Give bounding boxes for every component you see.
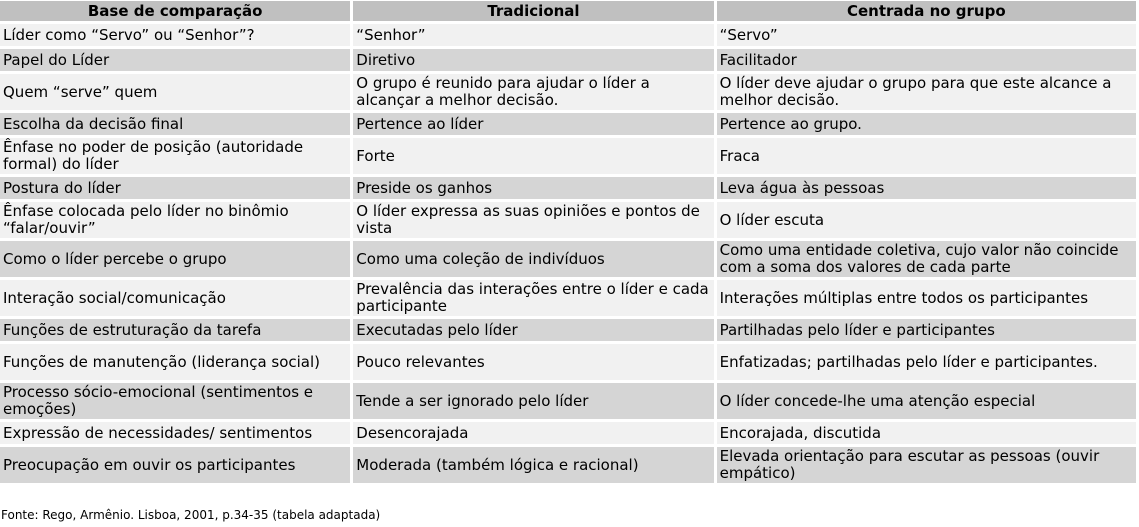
cell-base: Interação social/comunicação: [0, 280, 350, 316]
cell-centrada: O líder escuta: [717, 202, 1136, 238]
cell-centrada: Interações múltiplas entre todos os participantes: [717, 280, 1136, 316]
table-row: [0, 24, 1136, 46]
cell-tradicional: Desencorajada: [353, 422, 713, 444]
cell-tradicional: O líder expressa as suas opiniões e pontos de vista: [353, 202, 713, 238]
cell-tradicional: Prevalência das interações entre o líder e cada participante: [353, 280, 713, 316]
cell-base: Funções de manutenção (liderança social): [0, 344, 350, 380]
cell-centrada: Partilhadas pelo líder e participantes: [717, 319, 1136, 341]
cell-tradicional: Preside os ganhos: [353, 177, 713, 199]
cell-tradicional: Executadas pelo líder: [353, 319, 713, 341]
cell-base: Postura do líder: [0, 177, 350, 199]
cell-base: Quem “serve” quem: [0, 74, 350, 110]
cell-tradicional: “Senhor”: [353, 24, 713, 46]
source-caption: Fonte: Rego, Armênio. Lisboa, 2001, p.34-35 (tabela adaptada): [1, 508, 381, 522]
table-row: [0, 447, 1136, 483]
cell-centrada: Leva água às pessoas: [717, 177, 1136, 199]
cell-base: Escolha da decisão final: [0, 113, 350, 135]
cell-tradicional: Como uma coleção de indivíduos: [353, 241, 713, 277]
cell-centrada: Facilitador: [717, 49, 1136, 71]
cell-tradicional: Pouco relevantes: [353, 344, 713, 380]
table-row: [0, 422, 1136, 444]
table-row: [0, 49, 1136, 71]
cell-centrada: Encorajada, discutida: [717, 422, 1136, 444]
table-body: [0, 24, 1136, 483]
cell-tradicional: Moderada (também lógica e racional): [353, 447, 713, 483]
header-tradicional: Tradicional: [353, 1, 713, 21]
cell-base: Expressão de necessidades/ sentimentos: [0, 422, 350, 444]
table-row: [0, 241, 1136, 277]
header-centrada-grupo: Centrada no grupo: [717, 1, 1136, 21]
table-row: [0, 344, 1136, 380]
cell-base: Processo sócio-emocional (sentimentos e emoções): [0, 383, 350, 419]
cell-centrada: Fraca: [717, 138, 1136, 174]
cell-tradicional: Tende a ser ignorado pelo líder: [353, 383, 713, 419]
header-base-comparacao: Base de comparação: [0, 1, 350, 21]
table-row: [0, 280, 1136, 316]
cell-tradicional: Forte: [353, 138, 713, 174]
cell-tradicional: Diretivo: [353, 49, 713, 71]
cell-base: Como o líder percebe o grupo: [0, 241, 350, 277]
table-row: [0, 177, 1136, 199]
table-row: [0, 74, 1136, 110]
cell-centrada: Elevada orientação para escutar as pessoas (ouvir empático): [717, 447, 1136, 483]
cell-tradicional: O grupo é reunido para ajudar o líder a alcançar a melhor decisão.: [353, 74, 713, 110]
table-row: [0, 319, 1136, 341]
cell-base: Papel do Líder: [0, 49, 350, 71]
cell-centrada: Pertence ao grupo.: [717, 113, 1136, 135]
cell-centrada: O líder concede-lhe uma atenção especial: [717, 383, 1136, 419]
table-row: [0, 113, 1136, 135]
cell-centrada: “Servo”: [717, 24, 1136, 46]
table-header-row: [0, 1, 1136, 21]
cell-centrada: O líder deve ajudar o grupo para que este alcance a melhor decisão.: [717, 74, 1136, 110]
cell-base: Ênfase no poder de posição (autoridade formal) do líder: [0, 138, 350, 174]
table-row: [0, 138, 1136, 174]
table-row: [0, 383, 1136, 419]
cell-tradicional: Pertence ao líder: [353, 113, 713, 135]
cell-base: Líder como “Servo” ou “Senhor”?: [0, 24, 350, 46]
cell-base: Preocupação em ouvir os participantes: [0, 447, 350, 483]
cell-base: Funções de estruturação da tarefa: [0, 319, 350, 341]
cell-base: Ênfase colocada pelo líder no binômio “falar/ouvir”: [0, 202, 350, 238]
cell-centrada: Como uma entidade coletiva, cujo valor não coincide com a soma dos valores de cada parte: [717, 241, 1136, 277]
cell-centrada: Enfatizadas; partilhadas pelo líder e participantes.: [717, 344, 1136, 380]
table-row: [0, 202, 1136, 238]
